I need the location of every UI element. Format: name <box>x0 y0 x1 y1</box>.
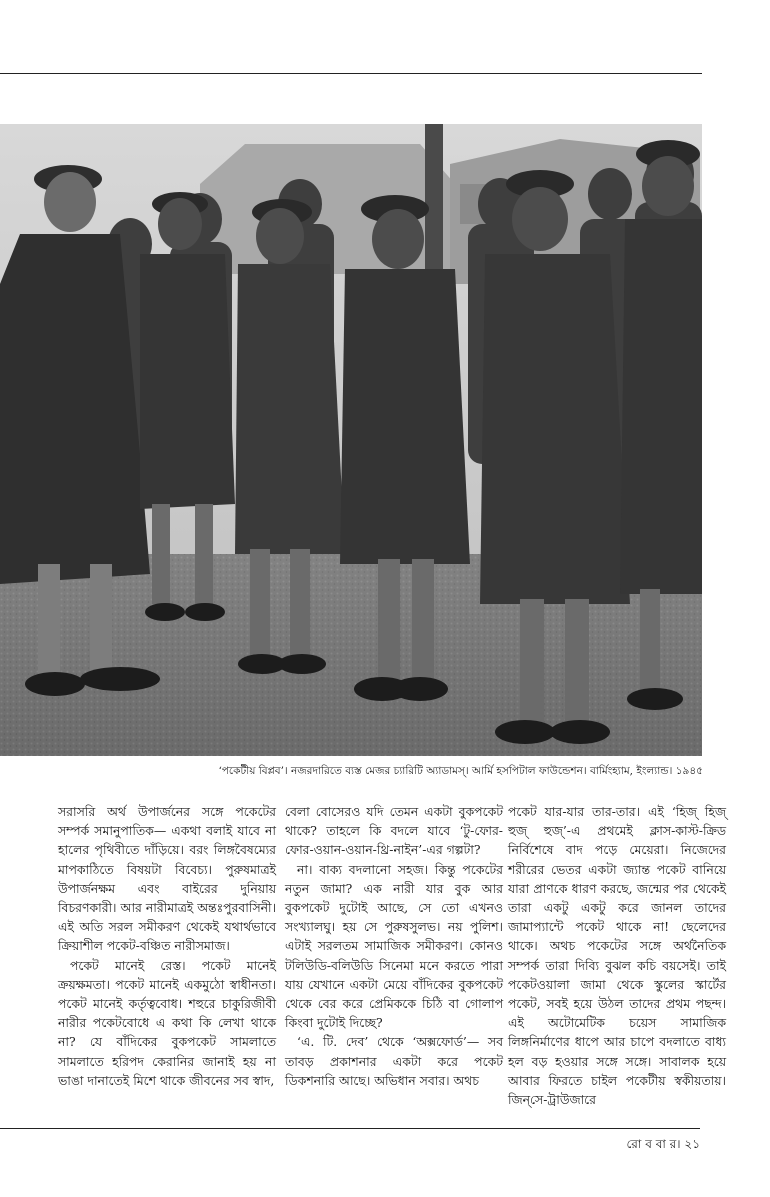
article-photo <box>0 124 702 756</box>
section-name: রো ব বা র <box>626 1137 677 1151</box>
folio-separator: । <box>676 1137 681 1151</box>
photo-caption: ‘পকেটীয় বিপ্লব’। নজরদারিতে ব্যস্ত মেজর চ্যারিটি অ্যাডামস্। আর্মি হসপিটাল ফাউন্ডেশন। বার্মিংহ্যাম, ইংল্যান্ড। ১৯৪৫ <box>218 765 703 777</box>
paragraph: ‘এ. টি. দেব’ থেকে ‘অক্সফোর্ড’— সব তাবড় প্রকাশনার একটা করে পকেট ডিকশনারি আছে। অভিধান সবার। অথচ <box>285 1034 503 1088</box>
article-column-2 <box>285 802 503 1090</box>
article-column-1 <box>58 802 276 1090</box>
bottom-rule <box>0 1128 700 1129</box>
photograph-women-soldiers-inspection <box>0 124 702 756</box>
page-number: ২১ <box>684 1137 700 1151</box>
paragraph: পকেট যার-যার তার-তার। এই ‘হিজ্ হিজ্ হুজ্ হুজ্’-এ প্রথমেই ক্লাস-কাস্ট-ক্রিড নির্বিশেষে বাদ পড়ে মেয়েরা। নিজেদের শরীরের ভেতর একটা জ্যান্ত পকেট বানিয়ে যারা প্রাণকে ধারণ করছে, জন্মের পর থেকেই তারা একটু একটু করে জানল তাদের জামাপ্যান্টে পকেট থাকে না! ছেলেদের থাকে। অথচ পকেটের সঙ্গে অর্থনৈতিক সম্পর্ক তারা দিব্যি বুঝল কচি বয়সেই। তাই পকেটওয়ালা জামা থেকে স্কুলের স্কার্টের পকেট, সবই হয়ে উঠল তাদের প্রথম পছন্দ। এই অটোমেটিক চয়েস সামাজিক লিঙ্গনির্মাণের ধাপে আর চাপে বদলাতে বাধ্য হল বড় হওয়ার সঙ্গে সঙ্গে। সাবালক হয়ে আবার ফিরতে চাইল পকেটীয় স্বকীয়তায়। জিন্‌সে-ট্রাউজারে <box>508 804 726 1108</box>
page-folio <box>626 1136 700 1156</box>
paragraph: বেলা বোসেরও যদি তেমন একটা বুকপকেট থাকে? তাহলে কি বদলে যাবে ‘টু-ফোর-ফোর-ওয়ান-ওয়ান-থ্রি-নাইন’-এর গল্পটা? <box>285 804 503 858</box>
paragraph: পকেট মানেই রেস্ত। পকেট মানেই ক্রয়ক্ষমতা। পকেট মানেই একমুঠো স্বাধীনতা। পকেট মানেই কর্তৃত্ববোধ। শহুরে চাকুরিজীবী নারীর পকেটবোধে এ কথা কি লেখা থাকে না? যে বাঁদিকের বুকপকেট সামলাতে সামলাতে হরিপদ কেরানির জানাই হয় না ভাঙা দানাতেই মিশে থাকে জীবনের সব স্বাদ, <box>58 957 276 1088</box>
article-column-3 <box>508 802 726 1109</box>
paragraph: সরাসরি অর্থ উপার্জনের সঙ্গে পকেটের সম্পর্ক সমানুপাতিক— একথা বলাই যাবে না হালের পৃথিবীতে দাঁড়িয়ে। বরং লিঙ্গবৈষম্যের মাপকাঠিতে বিষয়টা বিবেচ্য। পুরুষমাত্রই উপার্জনক্ষম এবং বাইরের দুনিয়ায় বিচরণকারী। আর নারীমাত্রই অন্তঃপুরবাসিনী। এই অতি সরল সমীকরণ থেকেই যথার্থভাবে ক্রিয়াশীল পকেট-বঞ্চিত নারীসমাজ। <box>58 804 276 954</box>
top-rule <box>0 73 702 74</box>
paragraph: না। বাক্য বদলানো সহজ। কিন্তু পকেটের নতুন জামা? এক নারী যার বুক আর বুকপকেট দুটোই আছে, সে তো এখনও সংখ্যালঘু। হয় সে পুরুষসুলভ। নয় পুলিশ। এটাই সরলতম সামাজিক সমীকরণ। কোনও টলিউডি-বলিউডি সিনেমা মনে করতে পারা যায় যেখানে একটা মেয়ে বাঁদিকের বুকপকেট থেকে বের করে প্রেমিককে চিঠি বা গোলাপ কিংবা দুটোই দিচ্ছে? <box>285 861 503 1031</box>
